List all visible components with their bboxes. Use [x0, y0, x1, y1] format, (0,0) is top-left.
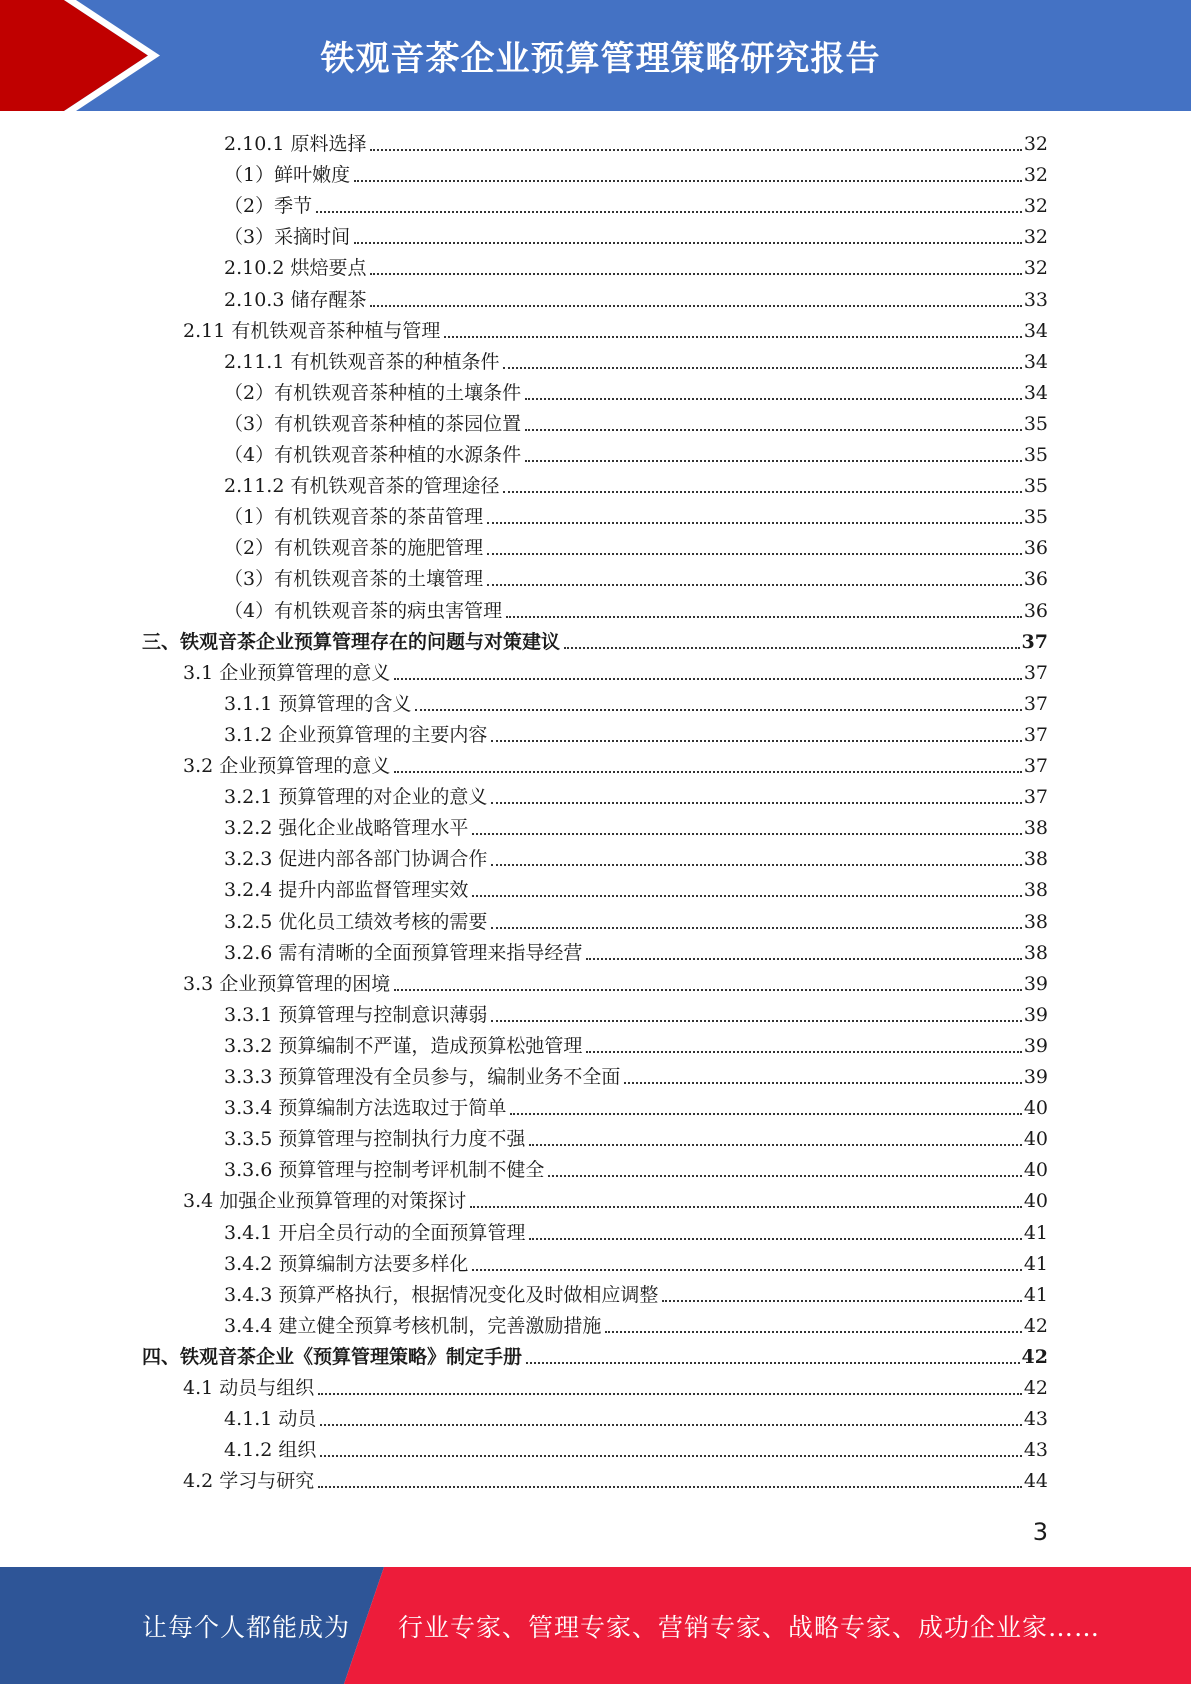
toc-entry-label: 3.3.5 预算管理与控制执行力度不强	[224, 1128, 526, 1151]
toc-entry[interactable]	[224, 406, 1048, 437]
toc-dot-leader	[503, 491, 1021, 493]
toc-dot-leader	[525, 460, 1022, 462]
toc-dot-leader	[370, 305, 1021, 307]
toc-dot-leader	[662, 1300, 1021, 1302]
toc-entry[interactable]	[183, 1183, 1048, 1214]
toc-entry-page: 40	[1023, 1128, 1048, 1151]
toc-dot-leader	[487, 553, 1022, 555]
toc-entry-page: 34	[1023, 381, 1048, 404]
toc-entry-page: 34	[1023, 319, 1048, 342]
toc-entry-label: 3.2.2 强化企业战略管理水平	[224, 817, 469, 840]
toc-entry-page: 33	[1023, 288, 1048, 311]
toc-entry-page: 38	[1023, 910, 1048, 933]
toc-entry-label: 4.1.2 组织	[224, 1439, 317, 1462]
toc-entry[interactable]	[224, 468, 1048, 499]
toc-dot-leader	[491, 740, 1021, 742]
toc-entry-page: 39	[1023, 1066, 1048, 1088]
toc-entry[interactable]	[224, 375, 1048, 406]
toc-entry[interactable]	[224, 1432, 1048, 1463]
toc-entry[interactable]	[224, 1246, 1048, 1277]
toc-entry-label: 3.2.1 预算管理的对企业的意义	[224, 786, 488, 809]
toc-entry-label: （2）有机铁观音茶的施肥管理	[224, 537, 484, 560]
toc-entry-page: 35	[1023, 475, 1048, 498]
toc-entry-page: 36	[1023, 568, 1048, 591]
toc-entry-page: 39	[1023, 972, 1048, 995]
toc-entry-label: 2.11 有机铁观音茶种植与管理	[183, 319, 441, 342]
toc-entry-label: 3.4.4 建立健全预算考核机制，完善激励措施	[224, 1314, 602, 1337]
toc-entry-label: 3.3.3 预算管理没有全员参与，编制业务不全面	[224, 1066, 621, 1088]
toc-dot-leader	[318, 1486, 1022, 1488]
toc-entry[interactable]	[183, 655, 1048, 686]
toc-entry[interactable]	[224, 779, 1048, 810]
toc-entry[interactable]	[224, 1121, 1048, 1152]
toc-dot-leader	[529, 1238, 1021, 1240]
toc-entry[interactable]	[224, 593, 1048, 624]
toc-entry-label: 3.3.6 预算管理与控制考评机制不健全	[224, 1159, 545, 1182]
toc-entry-label: （1）有机铁观音茶的茶苗管理	[224, 506, 484, 529]
toc-dot-leader	[394, 989, 1022, 991]
toc-entry[interactable]	[224, 1277, 1048, 1308]
toc-dot-leader	[318, 1393, 1022, 1395]
toc-dot-leader	[624, 1082, 1021, 1084]
toc-entry-page: 41	[1023, 1283, 1048, 1306]
toc-entry-label: 3.1.2 企业预算管理的主要内容	[224, 723, 488, 746]
toc-dot-leader	[491, 927, 1021, 929]
toc-entry[interactable]	[224, 344, 1048, 375]
toc-entry[interactable]	[183, 313, 1048, 344]
toc-dot-leader	[586, 958, 1021, 960]
toc-entry-label: 3.4.1 开启全员行动的全面预算管理	[224, 1221, 526, 1244]
toc-entry-page: 38	[1023, 941, 1048, 964]
footer-slogan-right: 行业专家、管理专家、营销专家、战略专家、成功企业家……	[398, 1612, 1101, 1642]
toc-entry[interactable]	[224, 841, 1048, 872]
toc-entry-page: 39	[1023, 1034, 1048, 1057]
toc-dot-leader	[564, 647, 1020, 649]
toc-entry-page: 40	[1023, 1159, 1048, 1182]
toc-entry-page: 32	[1023, 164, 1048, 187]
toc-entry-label: 3.2.5 优化员工绩效考核的需要	[224, 910, 488, 933]
footer-band	[0, 1567, 1191, 1684]
toc-dot-leader	[415, 709, 1021, 711]
toc-entry[interactable]	[142, 1339, 1048, 1370]
toc-entry-label: 3.4.2 预算编制方法要多样化	[224, 1252, 469, 1275]
toc-dot-leader	[548, 1175, 1021, 1177]
toc-entry-label: 3.3.1 预算管理与控制意识薄弱	[224, 1003, 488, 1026]
toc-entry-label: 3.1.1 预算管理的含义	[224, 692, 412, 715]
toc-entry-label: （3）采摘时间	[224, 226, 351, 249]
toc-entry-label: 2.11.2 有机铁观音茶的管理途径	[224, 475, 500, 498]
toc-entry-label: 4.2 学习与研究	[183, 1470, 315, 1493]
toc-dot-leader	[394, 771, 1022, 773]
toc-entry[interactable]	[224, 686, 1048, 717]
toc-dot-leader	[444, 336, 1021, 338]
toc-entry-label: 2.10.2 烘焙要点	[224, 257, 367, 280]
toc-dot-leader	[491, 1020, 1021, 1022]
toc-entry-label: （3）有机铁观音茶的土壤管理	[224, 568, 484, 591]
toc-entry-page: 43	[1023, 1408, 1048, 1431]
toc-entry-page: 44	[1023, 1470, 1048, 1493]
toc-entry[interactable]	[224, 1401, 1048, 1432]
toc-dot-leader	[472, 833, 1021, 835]
toc-dot-leader	[503, 367, 1021, 369]
toc-dot-leader	[320, 1424, 1021, 1426]
toc-entry-page: 32	[1023, 133, 1048, 155]
toc-entry-page: 41	[1023, 1221, 1048, 1244]
toc-entry-page: 32	[1023, 195, 1048, 218]
toc-entry[interactable]	[224, 219, 1048, 250]
toc-entry[interactable]	[183, 966, 1048, 997]
chevron-arrow-icon	[0, 0, 170, 111]
toc-entry[interactable]	[224, 250, 1048, 281]
toc-entry-page: 40	[1023, 1097, 1048, 1120]
toc-entry-page: 37	[1023, 661, 1048, 684]
toc-entry[interactable]	[183, 1463, 1048, 1494]
toc-entry-label: （4）有机铁观音茶种植的水源条件	[224, 444, 522, 466]
toc-entry[interactable]	[224, 282, 1048, 313]
toc-entry-label: 3.3.4 预算编制方法选取过于简单	[224, 1097, 507, 1120]
toc-entry-label: （3）有机铁观音茶种植的茶园位置	[224, 412, 522, 435]
toc-entry-page: 43	[1023, 1439, 1048, 1462]
toc-entry[interactable]	[224, 1308, 1048, 1339]
toc-entry-page: 36	[1023, 599, 1048, 622]
toc-dot-leader	[354, 242, 1022, 244]
toc-entry[interactable]	[224, 157, 1048, 188]
toc-entry-page: 42	[1023, 1377, 1048, 1399]
toc-entry[interactable]	[224, 904, 1048, 935]
toc-entry[interactable]	[224, 1090, 1048, 1121]
toc-entry-page: 35	[1023, 506, 1048, 529]
toc-entry-page: 37	[1023, 786, 1048, 809]
toc-entry-label: 3.4 加强企业预算管理的对策探讨	[183, 1190, 467, 1213]
toc-entry-label: 3.2.6 需有清晰的全面预算管理来指导经营	[224, 941, 583, 964]
toc-dot-leader	[529, 1144, 1021, 1146]
toc-dot-leader	[316, 211, 1022, 213]
toc-entry-label: （4）有机铁观音茶的病虫害管理	[224, 599, 503, 622]
toc-entry-label: 3.2 企业预算管理的意义	[183, 755, 391, 777]
page-number: 3	[1032, 1518, 1048, 1546]
toc-dot-leader	[370, 273, 1021, 275]
footer-slogan-left: 让每个人都能成为	[142, 1612, 351, 1642]
toc-entry-page: 38	[1023, 817, 1048, 840]
toc-entry[interactable]	[142, 624, 1048, 655]
toc-entry-label: （2）有机铁观音茶种植的土壤条件	[224, 381, 522, 404]
toc-dot-leader	[370, 149, 1021, 151]
toc-entry-page: 42	[1023, 1314, 1048, 1337]
toc-entry-label: 3.2.3 促进内部各部门协调合作	[224, 848, 488, 871]
toc-dot-leader	[510, 1113, 1021, 1115]
toc-entry-label: 4.1.1 动员	[224, 1408, 317, 1431]
toc-entry-label: （1）鲜叶嫩度	[224, 164, 351, 187]
toc-entry[interactable]	[224, 530, 1048, 561]
toc-entry-label: 3.3 企业预算管理的困境	[183, 972, 391, 995]
toc-entry-page: 37	[1023, 755, 1048, 777]
toc-dot-leader	[506, 616, 1022, 618]
report-title: 铁观音茶企业预算管理策略研究报告	[320, 39, 881, 79]
toc-entry-label: 3.2.4 提升内部监督管理实效	[224, 879, 469, 902]
toc-dot-leader	[525, 398, 1022, 400]
toc-dot-leader	[320, 1455, 1021, 1457]
toc-entry-label: 4.1 动员与组织	[183, 1377, 315, 1399]
toc-entry-page: 37	[1021, 630, 1048, 653]
toc-entry-page: 32	[1023, 226, 1048, 249]
toc-entry[interactable]	[224, 1059, 1048, 1090]
toc-dot-leader	[472, 895, 1021, 897]
toc-entry-label: 三、铁观音茶企业预算管理存在的问题与对策建议	[142, 630, 561, 653]
toc-dot-leader	[487, 584, 1022, 586]
toc-entry-label: 2.10.1 原料选择	[224, 133, 367, 155]
toc-entry[interactable]	[224, 1028, 1048, 1059]
toc-entry[interactable]	[183, 1370, 1048, 1401]
toc-dot-leader	[525, 429, 1022, 431]
toc-entry-page: 41	[1023, 1252, 1048, 1275]
toc-entry-page: 38	[1023, 879, 1048, 902]
toc-entry-page: 37	[1023, 692, 1048, 715]
toc-entry-page: 37	[1023, 723, 1048, 746]
toc-entry[interactable]	[183, 748, 1048, 779]
toc-dot-leader	[526, 1362, 1020, 1364]
toc-entry[interactable]	[224, 437, 1048, 468]
toc-entry-label: 2.11.1 有机铁观音茶的种植条件	[224, 350, 500, 373]
toc-dot-leader	[394, 678, 1022, 680]
toc-entry-label: 四、铁观音茶企业《预算管理策略》制定手册	[142, 1345, 523, 1368]
toc-entry-page: 38	[1023, 848, 1048, 871]
toc-entry[interactable]	[224, 717, 1048, 748]
toc-entry-page: 35	[1023, 412, 1048, 435]
toc-dot-leader	[605, 1331, 1021, 1333]
toc-dot-leader	[491, 864, 1021, 866]
toc-entry-page: 32	[1023, 257, 1048, 280]
toc-entry-label: 2.10.3 储存醒茶	[224, 288, 367, 311]
toc-entry-page: 39	[1023, 1003, 1048, 1026]
toc-dot-leader	[354, 180, 1022, 182]
toc-entry[interactable]	[224, 126, 1048, 157]
toc-entry-page: 42	[1021, 1345, 1048, 1368]
toc-entry[interactable]	[224, 872, 1048, 903]
toc-entry[interactable]	[224, 499, 1048, 530]
toc-entry-label: 3.3.2 预算编制不严谨，造成预算松弛管理	[224, 1034, 583, 1057]
toc-entry-page: 35	[1023, 444, 1048, 466]
toc-dot-leader	[487, 522, 1022, 524]
toc-dot-leader	[470, 1206, 1022, 1208]
toc-entry[interactable]	[224, 997, 1048, 1028]
toc-entry-label: 3.4.3 预算严格执行，根据情况变化及时做相应调整	[224, 1283, 659, 1306]
header-band	[0, 0, 1191, 111]
toc-dot-leader	[491, 802, 1021, 804]
toc-entry[interactable]	[224, 810, 1048, 841]
toc-dot-leader	[472, 1269, 1021, 1271]
toc-entry[interactable]	[224, 935, 1048, 966]
toc-entry-label: （2）季节	[224, 195, 313, 218]
toc-entry-page: 40	[1023, 1190, 1048, 1213]
toc-entry-page: 36	[1023, 537, 1048, 560]
toc-entry[interactable]	[224, 561, 1048, 592]
toc-entry[interactable]	[224, 1152, 1048, 1183]
toc-entry[interactable]	[224, 188, 1048, 219]
toc-dot-leader	[586, 1051, 1021, 1053]
toc-entry[interactable]	[224, 1215, 1048, 1246]
toc-entry-page: 34	[1023, 350, 1048, 373]
toc-entry-label: 3.1 企业预算管理的意义	[183, 661, 391, 684]
